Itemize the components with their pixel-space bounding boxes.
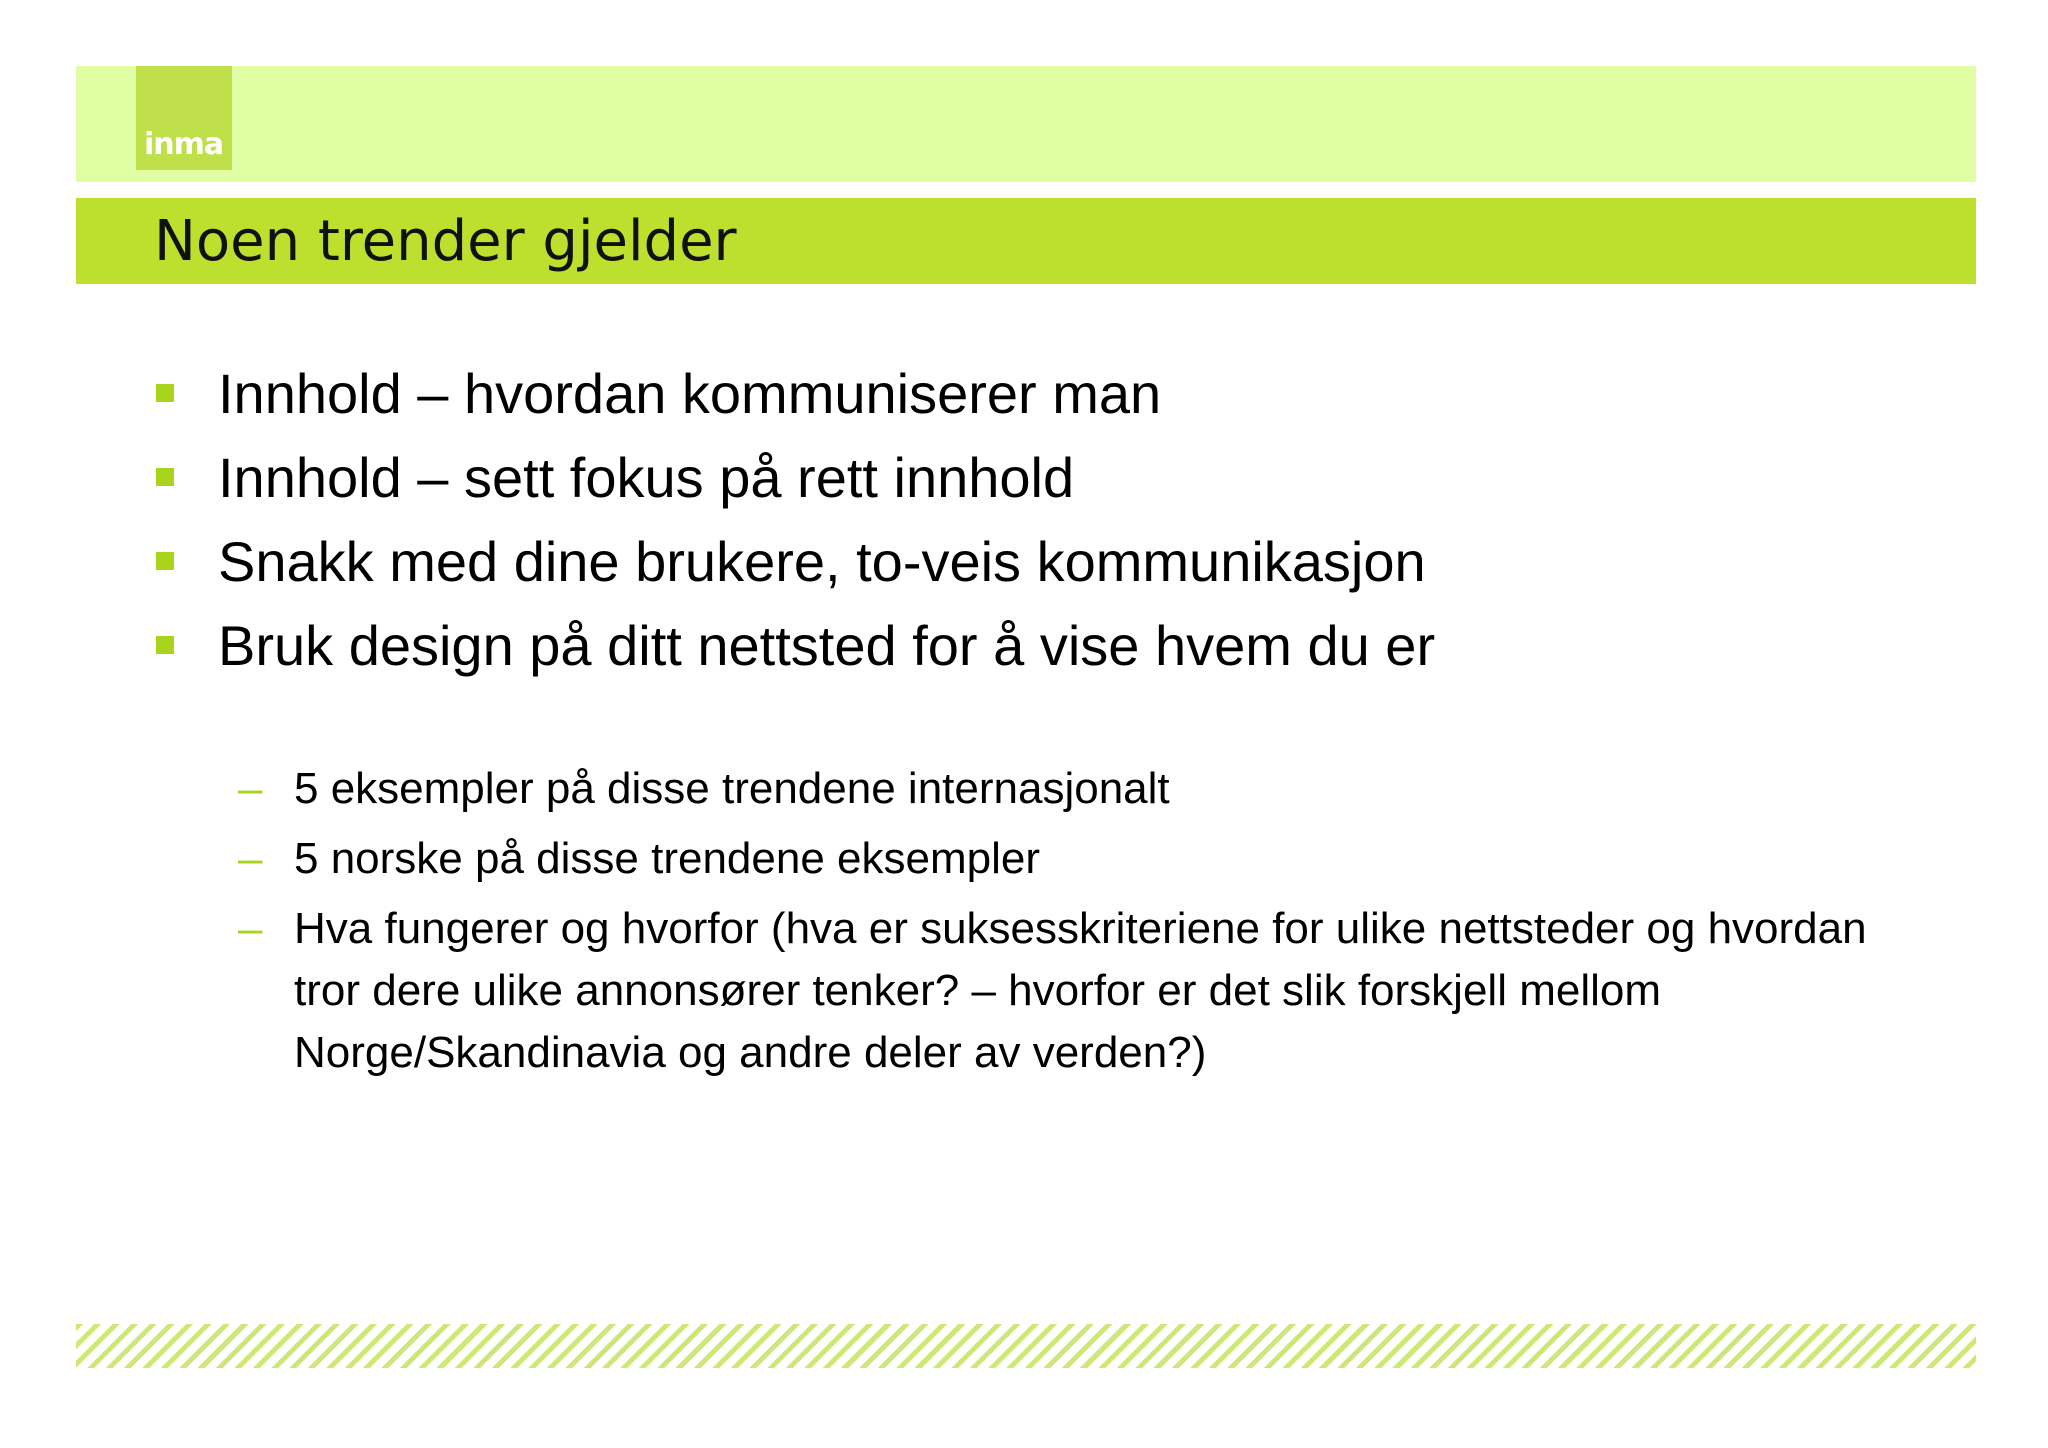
- bullet-item: [0, 604, 2048, 688]
- inma-logo: [136, 66, 232, 170]
- header-band: [76, 66, 1976, 182]
- bullet-list: [0, 352, 2048, 688]
- logo-text: inma: [144, 127, 224, 162]
- sub-bullet-item: [0, 898, 2048, 1084]
- bullet-item: [0, 436, 2048, 520]
- slide-title: Noen trender gjelder: [154, 209, 737, 274]
- bullet-item: [0, 520, 2048, 604]
- bullet-text: Snakk med dine brukere, to-veis kommunikasjon: [218, 530, 1426, 593]
- square-bullet-icon: [156, 636, 174, 654]
- sub-bullet-item: [0, 828, 2048, 890]
- dash-bullet-icon: –: [238, 904, 263, 953]
- square-bullet-icon: [156, 468, 174, 486]
- title-bar: [76, 198, 1976, 284]
- sub-bullet-list: [0, 758, 2048, 1092]
- bullet-item: [0, 352, 2048, 436]
- sub-bullet-item: [0, 758, 2048, 820]
- bullet-text: Bruk design på ditt nettsted for å vise hvem du er: [218, 614, 1436, 677]
- bullet-text: Innhold – sett fokus på rett innhold: [218, 446, 1075, 509]
- dash-bullet-icon: –: [238, 834, 263, 883]
- sub-bullet-text: 5 norske på disse trendene eksempler: [294, 834, 1040, 883]
- bullet-text: Innhold – hvordan kommuniserer man: [218, 362, 1162, 425]
- dash-bullet-icon: –: [238, 764, 263, 813]
- sub-bullet-text: 5 eksempler på disse trendene internasjonalt: [294, 764, 1170, 813]
- sub-bullet-text: Hva fungerer og hvorfor (hva er suksesskriteriene for ulike nettsteder og hvordan tror dere ulike annonsører tenker? – hvorfor er det slik forskjell mellom Norge/Skandinavia og andre deler av verden?): [294, 904, 1867, 1077]
- footer-stripes: [76, 1324, 1976, 1368]
- square-bullet-icon: [156, 384, 174, 402]
- square-bullet-icon: [156, 552, 174, 570]
